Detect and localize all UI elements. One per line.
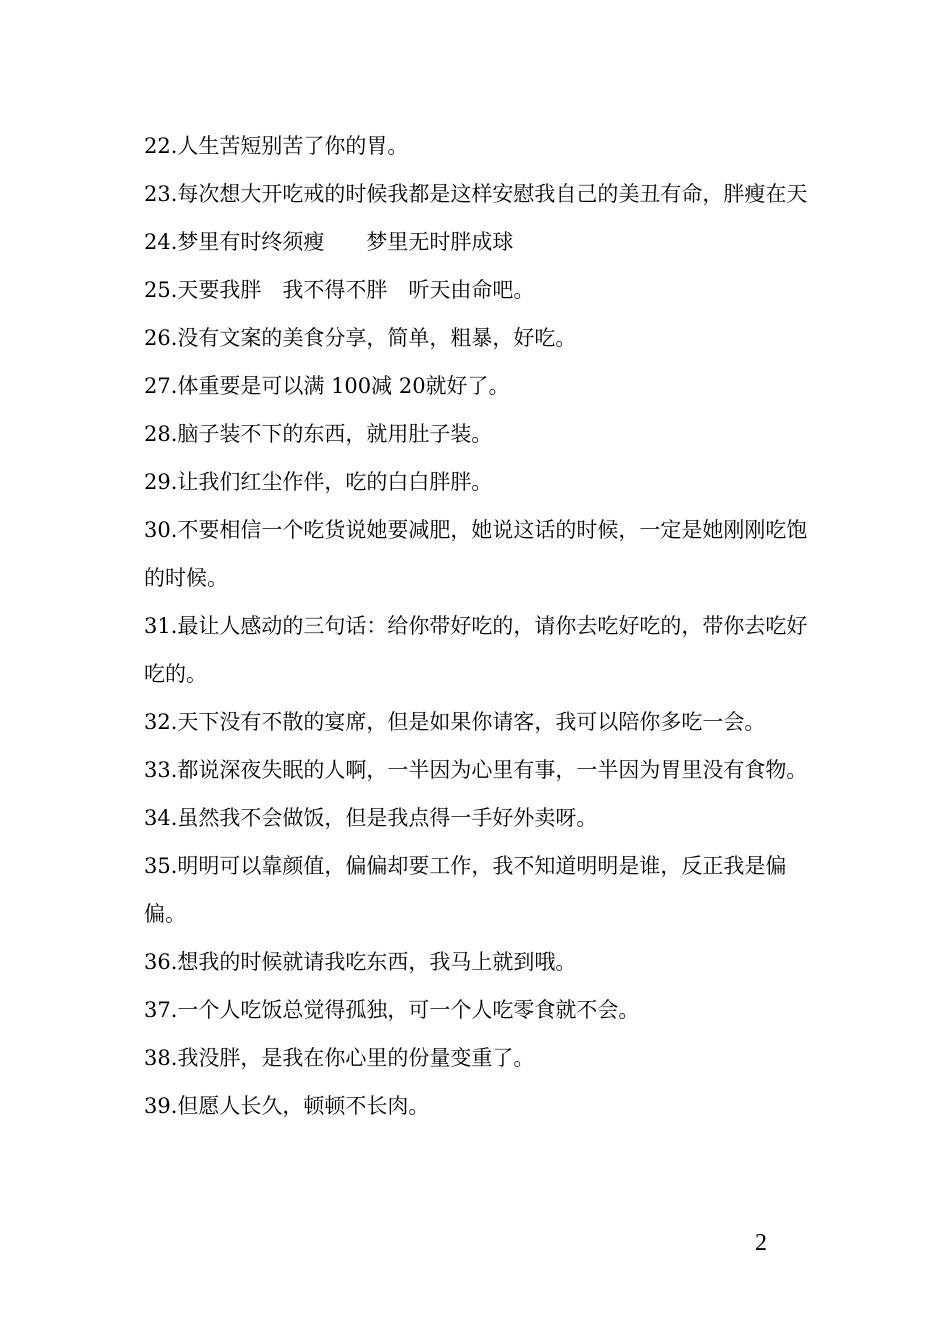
list-item: 25.天要我胖 我不得不胖 听天由命吧。 bbox=[144, 278, 535, 302]
list-item: 38.我没胖，是我在你心里的份量变重了。 bbox=[144, 1046, 535, 1070]
list-item: 34.虽然我不会做饭，但是我点得一手好外卖呀。 bbox=[144, 806, 598, 830]
list-item: 36.想我的时候就请我吃东西，我马上就到哦。 bbox=[144, 950, 577, 974]
page-number: 2 bbox=[755, 1230, 767, 1256]
list-item: 33.都说深夜失眠的人啊，一半因为心里有事，一半因为胃里没有食物。 bbox=[144, 758, 808, 782]
list-item: 28.脑子装不下的东西，就用肚子装。 bbox=[144, 422, 493, 446]
list-item: 30.不要相信一个吃货说她要减肥，她说这话的时候，一定是她刚刚吃饱的时候。 bbox=[144, 518, 808, 590]
list-item: 29.让我们红尘作伴，吃的白白胖胖。 bbox=[144, 470, 493, 494]
list-item: 31.最让人感动的三句话：给你带好吃的，请你去吃好吃的，带你去吃好吃的。 bbox=[144, 614, 808, 686]
list-item: 26.没有文案的美食分享，简单，粗暴，好吃。 bbox=[144, 326, 577, 350]
list-item: 39.但愿人长久，顿顿不长肉。 bbox=[144, 1094, 430, 1118]
list-item: 27.体重要是可以满 100减 20就好了。 bbox=[144, 374, 510, 398]
quote-list bbox=[144, 122, 810, 1130]
list-item: 22.人生苦短别苦了你的胃。 bbox=[144, 134, 409, 158]
list-item: 37.一个人吃饭总觉得孤独，可一个人吃零食就不会。 bbox=[144, 998, 640, 1022]
list-item: 24.梦里有时终须瘦 梦里无时胖成球 bbox=[144, 230, 514, 254]
list-item: 35.明明可以靠颜值，偏偏却要工作，我不知道明明是谁，反正我是偏偏。 bbox=[144, 854, 787, 926]
list-item: 32.天下没有不散的宴席，但是如果你请客，我可以陪你多吃一会。 bbox=[144, 710, 766, 734]
list-item: 23.每次想大开吃戒的时候我都是这样安慰我自己的美丑有命，胖瘦在天 bbox=[144, 182, 808, 206]
